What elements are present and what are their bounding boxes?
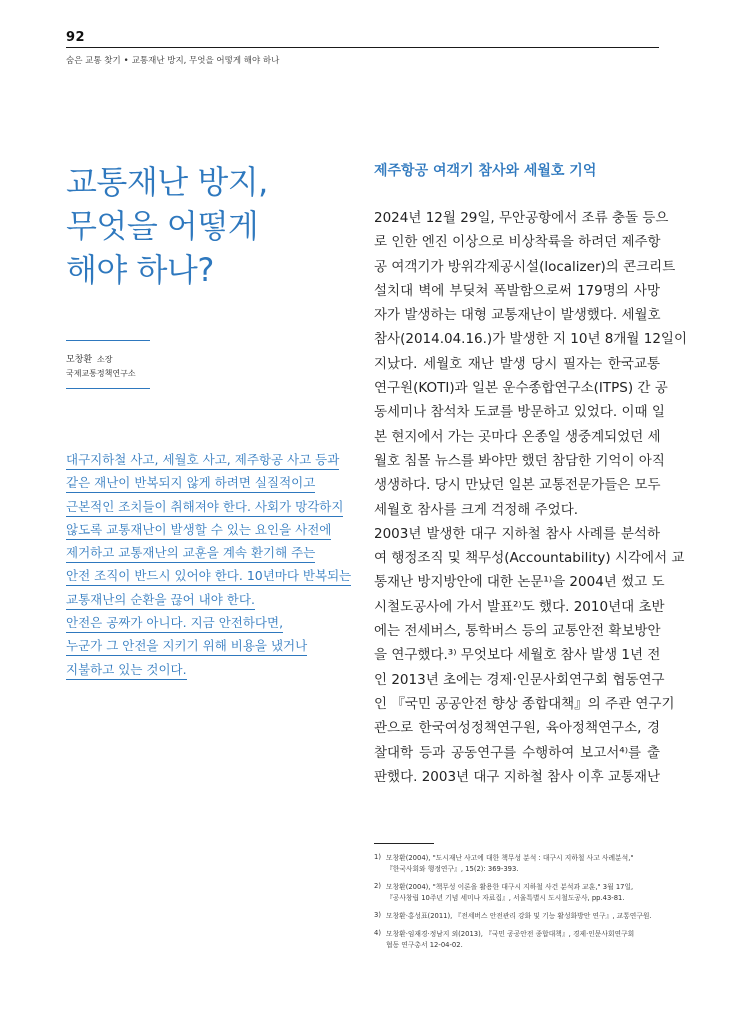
lead-line: 교통재난의 순환을 끊어 내야 한다.: [66, 592, 255, 610]
breadcrumb-title: 교통재난 방지, 무엇을 어떻게 해야 하나: [131, 56, 280, 66]
footnote-line: 모창환(2004), "도시재난 사고에 대한 책무성 분석 : 대구시 지하철 사고 사례분석,": [386, 854, 634, 862]
author-divider-bottom: [66, 388, 150, 389]
body-line: 세월호 참사를 크게 걱정해 주었다.: [374, 501, 579, 518]
footnote-number: 2): [374, 882, 381, 890]
body-line: 연구원(KOTI)과 일본 운수종합연구소(ITPS) 간 공: [374, 380, 668, 397]
footnote-number: 3): [374, 911, 381, 919]
body-line: 판했다. 2003년 대구 지하철 참사 이후 교통재난: [374, 768, 661, 785]
footnote-line: 『공사창립 10주년 기념 세미나 자료집』, 서울특별시 도시철도공사, pp.43-81.: [386, 894, 625, 902]
body-line: 공 여객기가 방위각제공시설(localizer)의 콘크리트: [374, 258, 676, 275]
footnote-divider: [374, 843, 434, 844]
lead-line: 누군가 그 안전을 지키기 위해 비용을 냈거나: [66, 638, 307, 656]
lead-paragraph: [66, 450, 356, 683]
body-line: 을 연구했다.³⁾ 무엇보다 세월호 참사 발생 1년 전: [374, 647, 661, 664]
body-line: 2024년 12월 29일, 무안공항에서 조류 충돌 등으: [374, 210, 669, 226]
footnote: [374, 911, 664, 922]
body-line: 지났다. 세월호 재난 발생 당시 필자는 한국교통: [374, 355, 660, 372]
body-text: [374, 206, 688, 789]
footnote-line: 모창환(2004), "책무성 이론을 활용한 대구시 지하철 사건 분석과 교훈," 3월 17일,: [386, 883, 634, 891]
body-line: 찰대학 등과 공동연구를 수행하여 보고서⁴⁾를 출: [374, 744, 660, 761]
body-line: 에는 전세버스, 통학버스 등의 교통안전 확보방안: [374, 623, 661, 640]
footnote-line: 『한국사회와 행정연구』, 15(2): 369-393.: [386, 865, 519, 873]
breadcrumb: [66, 54, 279, 66]
footnote-line: 모창환·임재경·정남지 외(2013), 『국민 공공안전 종합대책』, 경제·인문사회연구회: [386, 930, 635, 938]
footnote-number: 1): [374, 853, 381, 861]
header-rule: [66, 47, 659, 48]
title-line: 교통재난 방지,: [66, 163, 268, 201]
lead-line: 안전은 공짜가 아니다. 지금 안전하다면,: [66, 615, 283, 633]
page-number: 92: [66, 30, 86, 45]
lead-line: 제거하고 교통재난의 교훈을 계속 환기해 주는: [66, 545, 315, 563]
body-line: 관으로 한국여성정책연구원, 육아정책연구소, 경: [374, 720, 660, 737]
footnote: [374, 929, 664, 951]
lead-line: 대구지하철 사고, 세월호 사고, 제주항공 사고 등과: [66, 452, 339, 470]
lead-line: 근본적인 조치들이 취해져야 한다. 사회가 망각하지: [66, 499, 343, 517]
author-role: 소장: [96, 355, 113, 364]
lead-line: 지불하고 있는 것이다.: [66, 662, 187, 680]
lead-line: 안전 조직이 반드시 있어야 한다. 10년마다 반복되는: [66, 568, 351, 586]
body-line: 2003년 발생한 대구 지하철 참사 사례를 분석하: [374, 525, 660, 542]
body-line: 여 행정조직 및 책무성(Accountability) 시각에서 교: [374, 550, 685, 567]
footnote-line: 협동 연구총서 12-04-02.: [386, 941, 463, 949]
body-line: 인 2013년 초에는 경제·인문사회연구회 협동연구: [374, 671, 665, 688]
author-divider-top: [66, 340, 150, 341]
article-title: [66, 160, 346, 292]
footnote: [374, 853, 664, 875]
lead-line: 같은 재난이 반복되지 않게 하려면 실질적이고: [66, 475, 315, 493]
footnote-number: 4): [374, 929, 381, 937]
footnote-line: 모창환·홍성표(2011), 『전세버스 안전관리 강화 및 기능 활성화방안 연구』, 교통연구원.: [386, 912, 652, 920]
author-name: 모창환: [66, 355, 93, 365]
title-line: 해야 하나?: [66, 251, 214, 289]
body-line: 설치대 벽에 부딪쳐 폭발함으로써 179명의 사망: [374, 282, 660, 299]
body-line: 월호 침몰 뉴스를 봐야만 했던 참담한 기억이 아직: [374, 452, 665, 469]
body-line: 본 현지에서 가는 곳마다 온종일 생중계되었던 세: [374, 428, 661, 445]
body-line: 인 『국민 공공안전 향상 종합대책』의 주관 연구기: [374, 695, 675, 712]
breadcrumb-section: 숨은 교통 찾기: [66, 56, 121, 66]
breadcrumb-separator: •: [123, 56, 129, 66]
footnotes: [374, 853, 664, 958]
title-line: 무엇을 어떻게: [66, 207, 259, 245]
body-line: 생생하다. 당시 만났던 일본 교통전문가들은 모두: [374, 477, 661, 494]
body-line: 동세미나 참석차 도쿄를 방문하고 있었다. 이때 일: [374, 404, 665, 421]
body-line: 시철도공사에 가서 발표²⁾도 했다. 2010년대 초반: [374, 598, 665, 615]
lead-line: 않도록 교통재난이 발생할 수 있는 요인을 사전에: [66, 522, 331, 540]
body-line: 자가 발생하는 대형 교통재난이 발생했다. 세월호: [374, 307, 661, 324]
section-heading: 제주항공 여객기 참사와 세월호 기억: [374, 163, 597, 179]
body-line: 통재난 방지방안에 대한 논문¹⁾을 2004년 썼고 도: [374, 574, 665, 591]
body-line: 로 인한 엔진 이상으로 비상착륙을 하려던 제주항: [374, 234, 661, 251]
author-byline: [66, 352, 112, 365]
author-organization: 국제교통정책연구소: [66, 369, 136, 378]
body-line: 참사(2014.04.16.)가 발생한 지 10년 8개월 12일이: [374, 331, 688, 348]
footnote: [374, 882, 664, 904]
